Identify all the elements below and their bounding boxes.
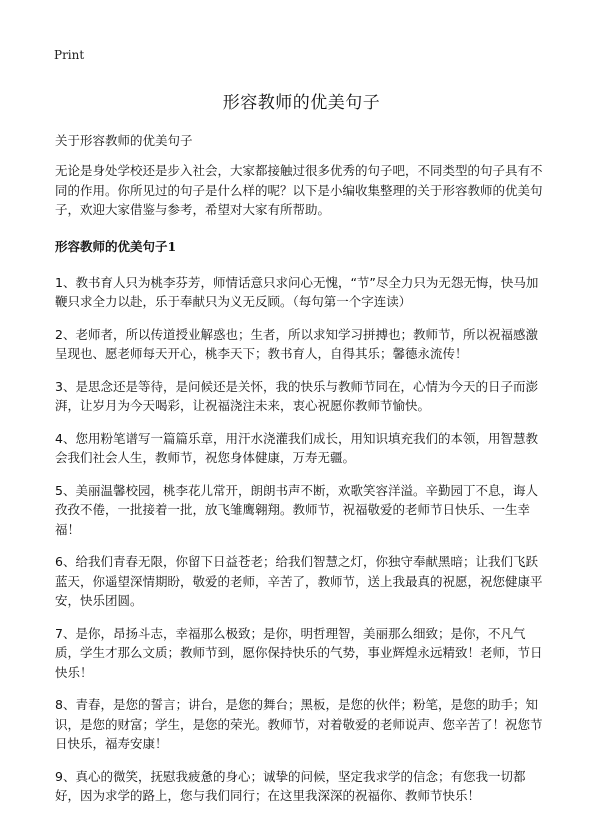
list-item: 5、美丽温馨校园，桃李花儿常开，朗朗书声不断，欢歌笑容洋溢。辛勤园丁不息，诲人孜孜不倦，一批接着一批，放飞雏鹰翱翔。教师节，祝福敬爱的老师节日快乐、一生幸福！ <box>55 482 538 537</box>
list-item: 3、是思念还是等待，是问候还是关怀，我的快乐与教师节同在，心情为今天的日子而澎湃，让岁月为今天喝彩，让祝福浇注未来，衷心祝愿你教师节愉快。 <box>55 378 538 413</box>
list-item: 9、真心的微笑，抚慰我疲惫的身心；诚挚的问候，坚定我求学的信念；有您我一切都好，因为求学的路上，您与我们同行；在这里我深深的祝福你、教师节快乐！ <box>55 768 526 803</box>
list-item: 4、您用粉笔谱写一篇篇乐章，用汗水浇灌我们成长，用知识填充我们的本领，用智慧教会我们社会人生，教师节，祝您身体健康，万寿无疆。 <box>55 430 538 465</box>
intro-paragraph: 无论是身处学校还是步入社会，大家都接触过很多优秀的句子吧，不同类型的句子具有不同的作用。你所见过的句子是什么样的呢？以下是小编收集整理的关于形容教师的优美句子，欢迎大家借鉴与参考，希望对大家有所帮助。 <box>55 163 543 217</box>
list-item: 1、教书育人只为桃李芬芳，师情话意只求问心无愧，“节”尽全力只为无怨无悔，快马加鞭只求全力以赴，乐于奉献只为义无反顾。（每句第一个字连读） <box>55 274 539 309</box>
print-link[interactable]: Print <box>54 48 85 62</box>
list-item: 7、是你，昂扬斗志，幸福那么极致；是你，明哲理智，美丽那么细致；是你，不凡气质，学生才那么文质；教师节到，愿你保持快乐的气势，事业辉煌永远精致！老师，节日快乐！ <box>55 625 543 680</box>
list-item: 6、给我们青春无限，你留下日益苍老；给我们智慧之灯，你独守奉献黑暗；让我们飞跃蓝天，你遥望深情期盼，敬爱的老师，辛苦了，教师节，送上我最真的祝愿，祝您健康平安，快乐团圆。 <box>55 554 543 608</box>
list-item: 8、青春，是您的誓言；讲台，是您的舞台；黑板，是您的伙伴；粉笔，是您的助手；知识，是您的财富；学生，是您的荣光。教师节，对着敬爱的老师说声、您辛苦了！祝您节日快乐，福寿安康！ <box>55 697 543 751</box>
section-heading: 形容教师的优美句子1 <box>55 238 177 254</box>
page-title: 形容教师的优美句子 <box>222 93 381 113</box>
list-item: 2、老师者，所以传道授业解惑也；生者，所以求知学习拼搏也；教师节，所以祝福感激呈现也、愿老师每天开心，桃李天下；教书育人，自得其乐；馨德永流传！ <box>55 326 538 361</box>
sentence-list <box>55 273 548 806</box>
document-subtitle: 关于形容教师的优美句子 <box>55 133 193 148</box>
